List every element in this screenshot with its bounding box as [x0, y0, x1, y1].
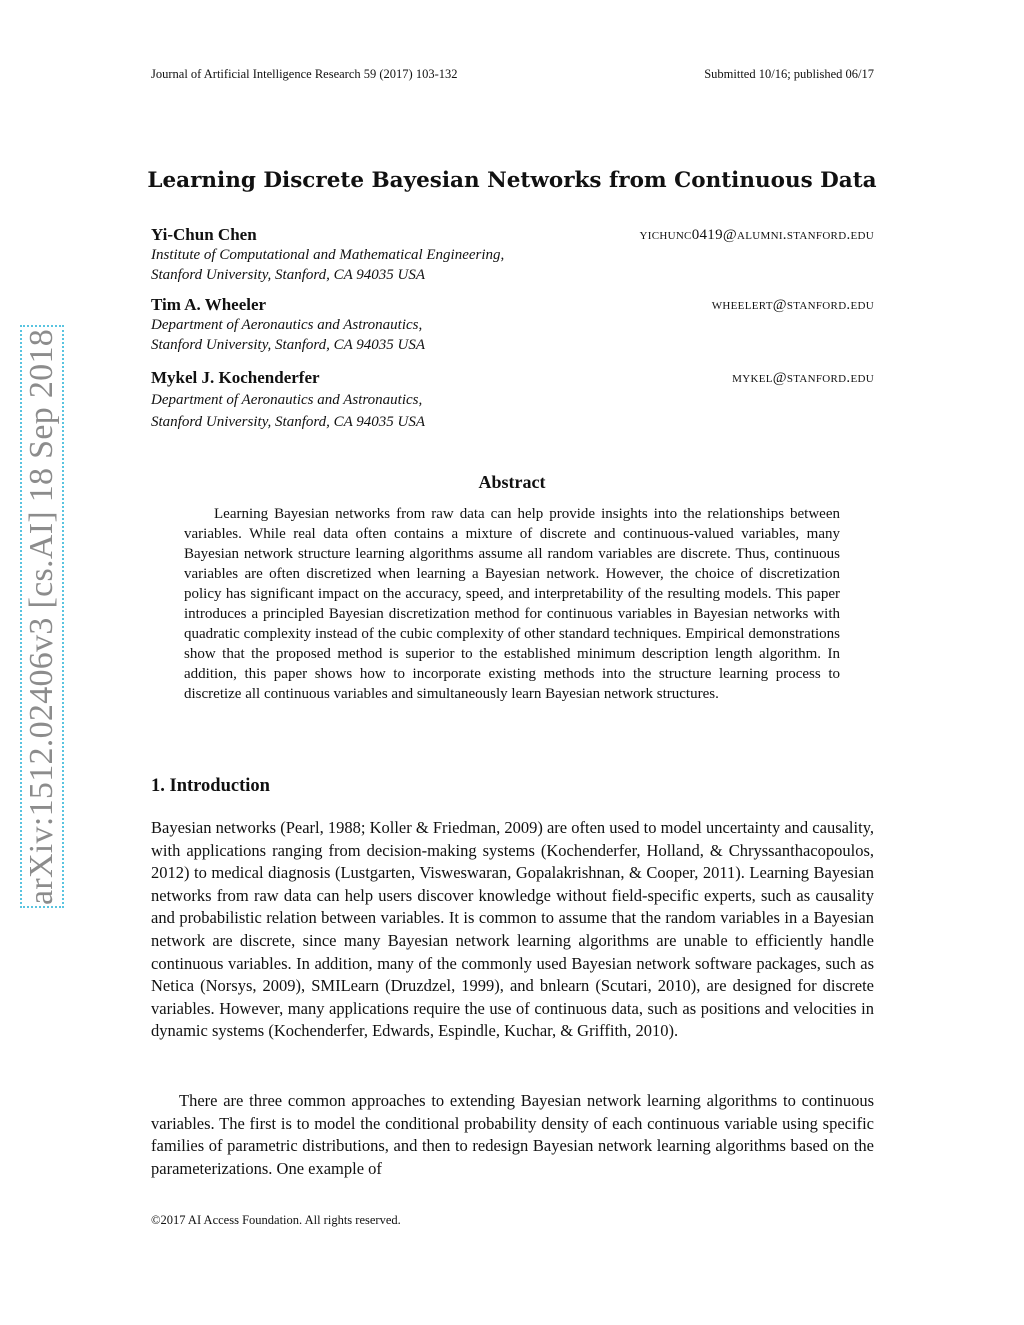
author-email: yichunc0419@alumni.stanford.edu: [639, 227, 874, 243]
body-paragraph: Bayesian networks (Pearl, 1988; Koller & Friedman, 2009) are often used to model uncertainty and causality, with applications ranging from decision-making systems (Kochenderfer, Holland, & Chryssanthacopoulos, 2012) to medical diagnosis (Lustgarten, Visweswaran, Gopalakrishnan, & Cooper, 2011). Learning Bayesian networks from raw data can help users discover knowledge without field-specific experts, such as causality and probabilistic relation between variables. It is common to assume that the random variables in a Bayesian network are discrete, since many Bayesian network learning algorithms are unable to efficiently handle continuous variables. In addition, many of the commonly used Bayesian network software packages, such as Netica (Norsys, 2009), SMILearn (Druzdzel, 1999), and bnlearn (Scutari, 2010), are designed for discrete variables. However, many applications require the use of continuous data, such as positions and velocities in dynamic systems (Kochenderfer, Edwards, Espindle, Kuchar, & Griffith, 2010).: [151, 818, 874, 1041]
paper-title: Learning Discrete Bayesian Networks from Continuous Data: [147, 168, 877, 193]
author-affiliation: Stanford University, Stanford, CA 94035 USA: [151, 267, 426, 283]
author-affiliation: Stanford University, Stanford, CA 94035 USA: [151, 337, 426, 353]
copyright-footer: ©2017 AI Access Foundation. All rights reserved.: [151, 1213, 401, 1227]
author-affiliation: Department of Aeronautics and Astronautics,: [151, 392, 423, 408]
arxiv-stamp-label: arXiv:1512.02406v3 [cs.AI] 18 Sep 2018: [23, 328, 60, 905]
abstract-heading: Abstract: [478, 472, 546, 492]
running-head-dates: Submitted 10/16; published 06/17: [704, 67, 874, 81]
author-block-3: [151, 368, 874, 432]
author-block-2: [151, 295, 874, 355]
author-block-1: [151, 225, 874, 285]
author-affiliation: Department of Aeronautics and Astronautics,: [151, 317, 423, 333]
body-paragraph: There are three common approaches to extending Bayesian network learning algorithms to continuous variables. The first is to model the conditional probability density of each continuous variable using specific families of parametric distributions, and then to redesign Bayesian network learning algorithms based on the parameterizations. One example of: [151, 1091, 874, 1178]
running-head-journal: Journal of Artificial Intelligence Research 59 (2017) 103-132: [151, 67, 458, 81]
section-heading-introduction: 1. Introduction: [151, 776, 270, 796]
author-affiliation: Stanford University, Stanford, CA 94035 USA: [151, 414, 426, 430]
author-name: Yi-Chun Chen: [151, 225, 257, 244]
author-email: wheelert@stanford.edu: [711, 297, 874, 313]
abstract-text: Learning Bayesian networks from raw data can help provide insights into the relationships between variables. While real data often contains a mixture of discrete and continuous-valued variables, many Bayesian network structure learning algorithms assume all random variables are discrete. Thus, continuous variables are often discretized when learning a Bayesian network. However, the choice of discretization policy has significant impact on the accuracy, speed, and interpretability of the resulting models. This paper introduces a principled Bayesian discretization method for continuous variables in Bayesian networks with quadratic complexity instead of the cubic complexity of other standard techniques. Empirical demonstrations show that the proposed method is superior to the established minimum description length algorithm. In addition, this paper shows how to incorporate existing methods into the structure learning process to discretize all continuous variables and simultaneously learn Bayesian network structures.: [184, 506, 840, 702]
author-name: Mykel J. Kochenderfer: [151, 368, 320, 387]
author-name: Tim A. Wheeler: [151, 295, 267, 314]
arxiv-stamp[interactable]: [20, 325, 64, 908]
author-affiliation: Institute of Computational and Mathematical Engineering,: [151, 247, 505, 263]
author-email: mykel@stanford.edu: [732, 370, 874, 386]
